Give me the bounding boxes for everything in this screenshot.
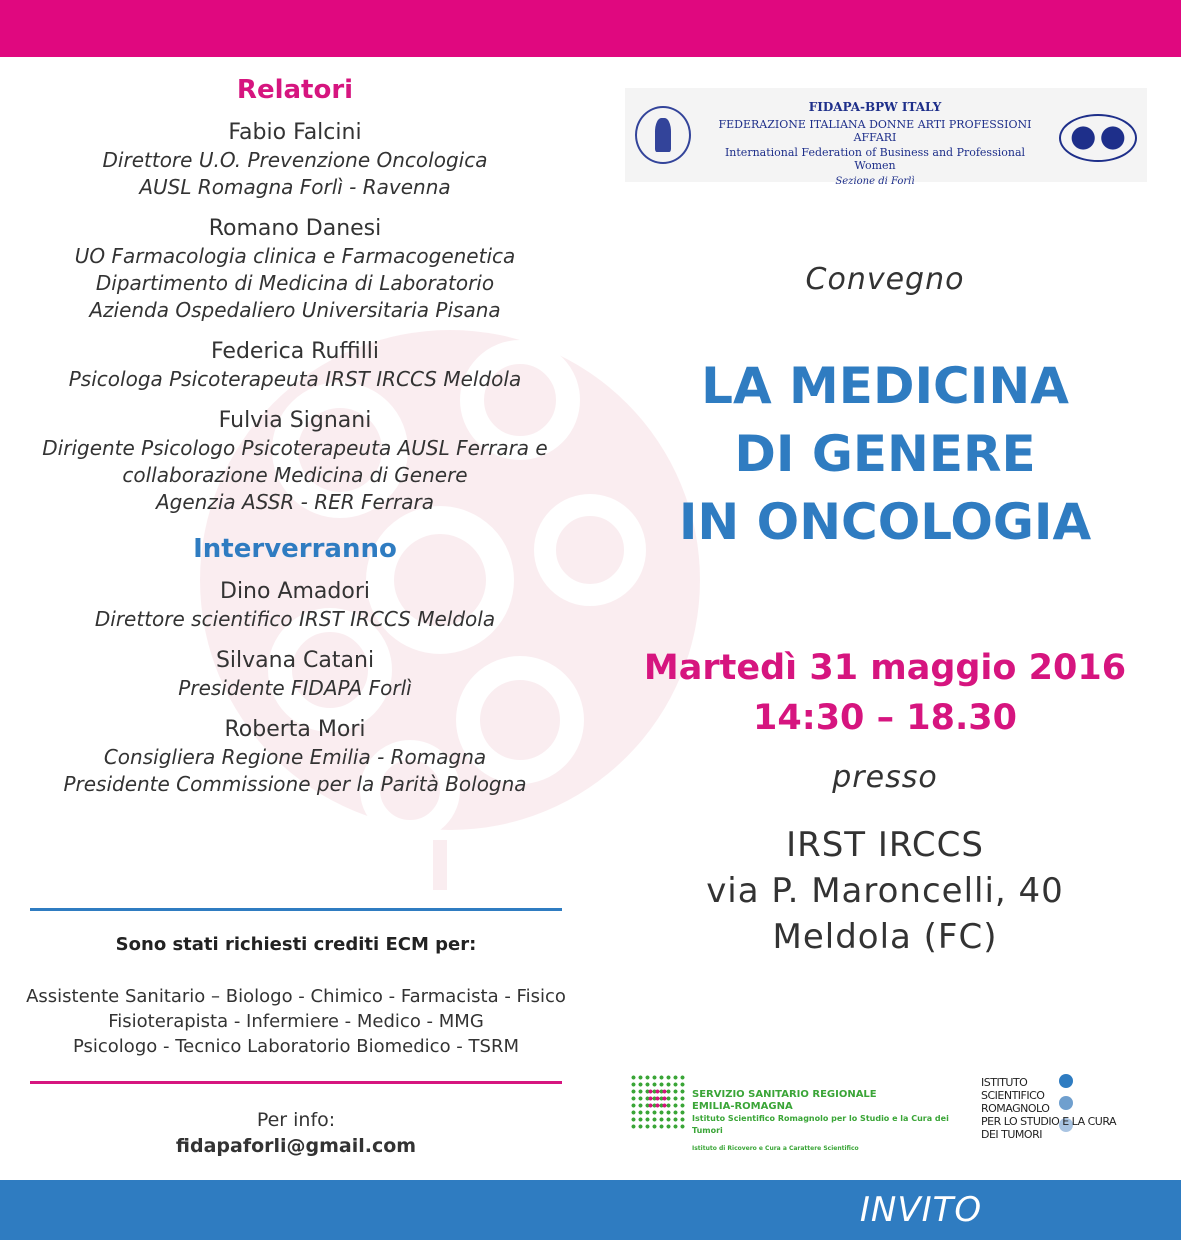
speaker — [20, 215, 570, 324]
ssr-emilia-romagna-logo — [630, 1074, 970, 1152]
irst-logo — [975, 1074, 1145, 1146]
guest-name: Dino Amadori — [220, 579, 370, 604]
fidapa-line: International Federation of Business and Professional Women — [724, 146, 1026, 172]
fidapa-logo — [625, 88, 1147, 187]
event-datetime — [595, 643, 1175, 743]
speaker-role: collaborazione Medicina di Genere — [122, 463, 468, 487]
event-time: 14:30 – 18.30 — [753, 698, 1017, 738]
ssr-logo-text — [692, 1089, 970, 1155]
speaker-role: Direttore U.O. Prevenzione Oncologica — [102, 148, 488, 172]
speaker — [20, 338, 570, 393]
event-title-line: IN ONCOLOGIA — [678, 493, 1092, 551]
speaker-name: Fabio Falcini — [228, 120, 362, 145]
ecm-professions — [20, 984, 572, 1059]
guest — [20, 647, 570, 702]
globe-icon — [1059, 114, 1137, 162]
event-type: Convegno — [805, 262, 965, 297]
speaker-role: Psicologa Psicoterapeuta IRST IRCCS Meldola — [68, 367, 522, 391]
event-title-line: LA MEDICINA — [701, 357, 1069, 415]
fidapa-line: Sezione di Forlì — [835, 176, 915, 187]
event-title-line: DI GENERE — [734, 425, 1036, 483]
ssr-line: EMILIA-ROMAGNA — [692, 1101, 793, 1112]
ecm-line: Fisioterapista - Infermiere - Medico - MMG — [108, 1011, 484, 1032]
guest — [20, 716, 570, 798]
irst-logo-text — [975, 1076, 1145, 1141]
guest-name: Roberta Mori — [224, 717, 366, 742]
irst-line: DEI TUMORI — [981, 1128, 1042, 1141]
irst-line: SCIENTIFICO — [981, 1089, 1045, 1102]
fidapa-logo-text — [705, 100, 1045, 187]
irst-line: PER LO STUDIO E LA CURA — [981, 1115, 1117, 1128]
interverranno-heading: Interverranno — [193, 534, 397, 564]
event-title — [595, 352, 1175, 556]
ssr-line: SERVIZIO SANITARIO REGIONALE — [692, 1089, 877, 1100]
fidapa-emblem-icon — [635, 106, 691, 164]
guest-role: Presidente FIDAPA Forlì — [178, 676, 412, 700]
speaker-role: UO Farmacologia clinica e Farmacogenetica — [74, 244, 516, 268]
ssr-line: Istituto di Ricovero e Cura a Carattere Scientifico — [692, 1145, 859, 1152]
ecm-line: Assistente Sanitario – Biologo - Chimico - Farmacista - Fisico — [26, 986, 566, 1007]
top-banner — [0, 0, 1181, 57]
speaker-role: Azienda Ospedaliero Universitaria Pisana — [89, 298, 501, 322]
event-venue — [595, 822, 1175, 960]
guest-role: Direttore scientifico IRST IRCCS Meldola — [94, 607, 496, 631]
venue-line: IRST IRCCS — [786, 825, 984, 865]
guest-name: Silvana Catani — [215, 648, 375, 673]
speaker — [20, 119, 570, 201]
irst-line: ROMAGNOLO — [981, 1102, 1050, 1115]
venue-line: via P. Maroncelli, 40 — [706, 871, 1064, 911]
relatori-heading: Relatori — [236, 75, 354, 105]
ssr-dot-grid-icon — [630, 1074, 686, 1130]
guest — [20, 578, 570, 633]
speaker-role: Dirigente Psicologo Psicoterapeuta AUSL Ferrara e — [42, 436, 548, 460]
ssr-line: Istituto Scientifico Romagnolo per lo Studio e la Cura dei Tumori — [692, 1114, 949, 1135]
speaker-role: Dipartimento di Medicina di Laboratorio — [95, 271, 495, 295]
presso-label: presso — [832, 760, 938, 795]
guest-role: Consigliera Regione Emilia - Romagna — [103, 745, 487, 769]
info-email-link[interactable]: fidapaforli@gmail.com — [175, 1135, 417, 1157]
event-date: Martedì 31 maggio 2016 — [643, 648, 1127, 688]
ecm-title: Sono stati richiesti crediti ECM per: — [115, 934, 477, 955]
irst-line: ISTITUTO — [981, 1076, 1028, 1089]
speaker-name: Fulvia Signani — [218, 408, 372, 433]
speaker — [20, 407, 570, 516]
speakers-column — [20, 75, 570, 812]
fidapa-line: FEDERAZIONE ITALIANA DONNE ARTI PROFESSIONI AFFARI — [718, 118, 1032, 144]
guest-role: Presidente Commissione per la Parità Bologna — [63, 772, 527, 796]
speaker-name: Romano Danesi — [208, 216, 382, 241]
divider-blue — [30, 908, 562, 911]
venue-line: Meldola (FC) — [772, 917, 998, 957]
info-label: Per info: — [256, 1109, 336, 1131]
speaker-role: Agenzia ASSR - RER Ferrara — [156, 490, 434, 514]
speaker-role: AUSL Romagna Forlì - Ravenna — [139, 175, 451, 199]
speaker-name: Federica Ruffilli — [210, 339, 380, 364]
ecm-line: Psicologo - Tecnico Laboratorio Biomedico - TSRM — [72, 1036, 519, 1057]
invito-label: INVITO — [859, 1190, 983, 1230]
info-block — [30, 1107, 562, 1159]
divider-pink — [30, 1081, 562, 1084]
fidapa-line: FIDAPA-BPW ITALY — [808, 100, 942, 114]
